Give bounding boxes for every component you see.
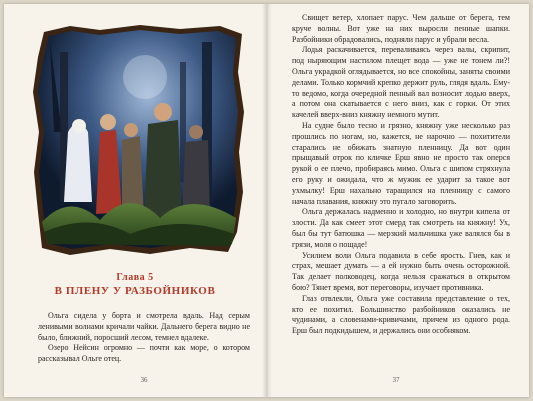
chapter-number: Глава 5 bbox=[116, 272, 154, 283]
paragraph: Лодья раскачивается, переваливаясь через валы, скрипит, под ныряющим настилом плещет вода — уже не тонем ли?! Ольга украдкой оглядывается, но все спокойны, заняты своими делами. Только кормчий крепко держит руль, глядя вдаль. Ему-то ведомо, когда очередной пенный вал возносит лодью вверх, а потом она скатывается с него вниз, как с горки. От этих качелей вверх-вниз княжну немного мутит. bbox=[292, 45, 510, 120]
paragraph: Ольга держалась надменно и холодно, но внутри кипела от злости. Да как смеет этот смерд так смотреть на княжну! Ух, был бы тут батюшка — мерзкий мальчишка уже валялся бы в грязи, моля о пощаде! bbox=[292, 207, 510, 249]
left-page bbox=[4, 4, 266, 397]
left-page-text bbox=[38, 311, 250, 365]
paragraph: Ольга сидела у борта и смотрела вдаль. Над серым ленивыми волнами кричали чайки. Дальнего берега видно не было, ближний, поросший лесом, темнел вдалеке. bbox=[38, 311, 250, 342]
page-number: 37 bbox=[392, 376, 400, 384]
page-number: 36 bbox=[140, 376, 148, 384]
paragraph: Усилием воли Ольга подавила в себе ярость. Гнев, как и страх, мешает думать — а ей нужно быть очень осторожной. Так делает полководец, когда нельзя сражаться в открытом бою? Тянет время, вот переговоры, изучает противника. bbox=[292, 250, 510, 292]
right-page-text bbox=[292, 13, 510, 337]
book-gutter bbox=[262, 4, 272, 397]
paragraph: Глаз отвлекли, Ольга уже составила представление о тех, кто ее похитил. Большинство разбойников оказались не чудинами, а словенами-кривичами, причем из одного рода. Ерш был подкидышем, и держались они особняком. bbox=[292, 293, 510, 336]
chapter-illustration bbox=[30, 22, 248, 258]
paragraph: Свищет ветер, хлопает парус. Чем дальше от берега, тем круче волны. Вот уже на них выросли пенные шапки. Разбойники обрадовались, подняли парус и убрали весла. bbox=[292, 13, 510, 44]
book-spread bbox=[4, 4, 529, 397]
paragraph: На судне было тесно и грязно, княжну уже несколько раз прошлись по ногам, но, кажется, не нарочно — похитители старались не обижать знатную пленницу. Да вот один прыщавый отрок по кличке Ерш явно не просто так оперся рукой о ее плечо, пробираясь мимо. Ольга с шипом стряхнула его руку и ожидала, что ж мужик ее ударит за такое вот ухмылку! Ерш нахально таращился на пленницу с самого начала плавания, княжну это пугало заговорить. bbox=[292, 120, 510, 206]
paragraph: Озеро Нейсин огромно — почти как море, о котором рассказывал Ольге отец. bbox=[38, 343, 250, 364]
right-page bbox=[266, 4, 529, 397]
chapter-title: В ПЛЕНУ У РАЗБОЙНИКОВ bbox=[54, 285, 216, 297]
